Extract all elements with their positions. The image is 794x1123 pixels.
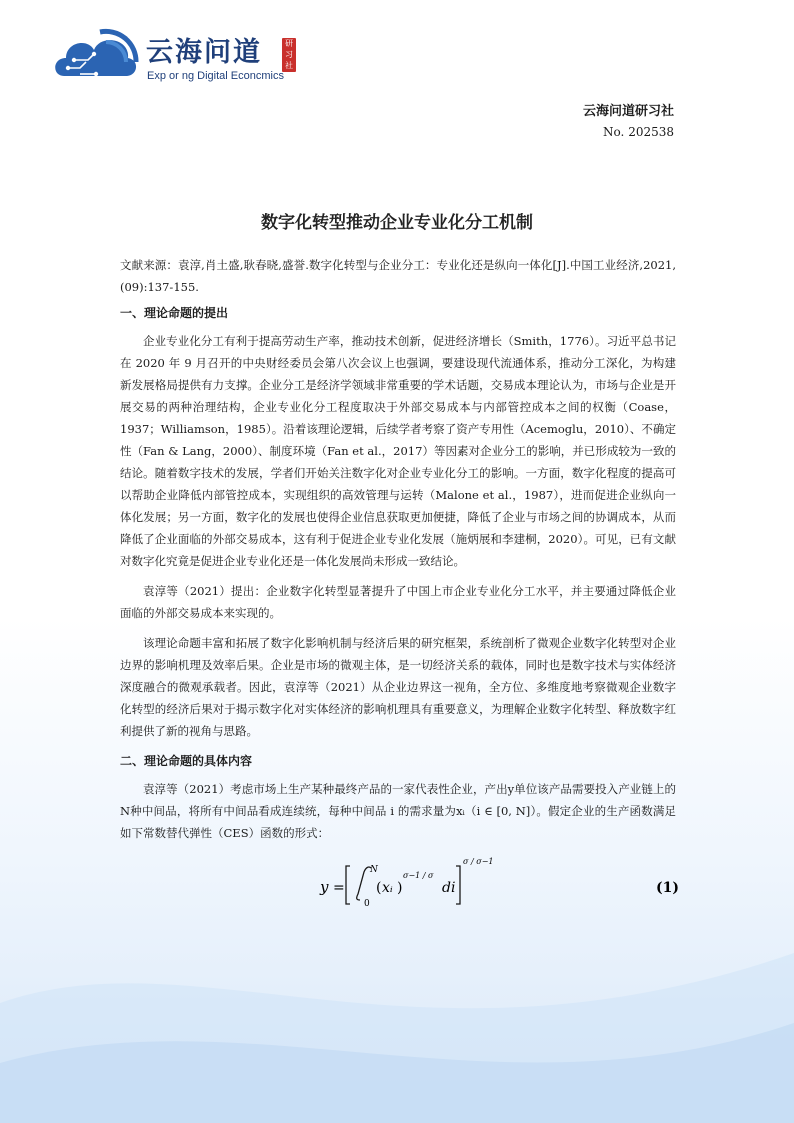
- article-title: 数字化转型推动企业专业化分工机制: [261, 213, 533, 233]
- paragraph: 该理论命题丰富和拓展了数字化影响机制与经济后果的研究框架，系统剖析了微观企业数字化转型对企业边界的影响机理及效率后果。企业是市场的微观主体，是一切经济关系的载体，同时也是数字技术与实体经济深度融合的微观承载者。因此，袁淳等（2021）从企业边界这一视角，全方位、多维度地考察微观企业数字化转型的经济后果对于揭示数字化对实体经济的影响机理具有重要意义，为理解企业数字化转型、释放数字红利提供了新的视角与思路。: [120, 636, 676, 738]
- publication-header: [583, 100, 674, 139]
- svg-text:=: =: [333, 880, 345, 896]
- svg-text:): ): [397, 880, 403, 896]
- logo-title: 云海问道: [146, 37, 262, 68]
- brand-logo: [50, 24, 300, 86]
- eq-differential: di: [442, 880, 456, 896]
- source-citation: 文献来源：袁淳,肖土盛,耿春晓,盛誉.数字化转型与企业分工：专业化还是纵向一体化[J].中国工业经济,2021,(09):137-155.: [120, 258, 676, 294]
- section-heading-2: 二、理论命题的具体内容: [120, 754, 253, 768]
- paragraph: 企业专业化分工有利于提高劳动生产率，推动技术创新，促进经济增长（Smith，1776）。习近平总书记在 2020 年 9 月召开的中央财经委员会第八次会议上也强调，要建设现代流通体系，推动分工深化，为构建新发展格局提供有力支撑。企业分工是经济学领域非常重要的学术话题，交易成本理论认为，市场与企业是开展交易的两种治理结构，企业专业化分工程度取决于外部交易成本与内部管控成本之间的权衡（Coase，1937；Williamson，1985）。沿着该理论逻辑，后续学者考察了资产专用性（Acemoglu，2010）、不确定性（Fan & Lang，2000）、制度环境（Fan et al.，2017）等因素对企业分工的影响，并已形成较为一致的结论。随着数字技术的发展，学者们开始关注数字化对企业专业化分工的影响。一方面，数字化程度的提高可以帮助企业降低内部管控成本，实现组织的高效管理与运转（Malone et al.，1987），进而促进企业纵向一体化发展；另一方面，数字化的发展也使得企业信息获取更加便捷，降低了企业与市场之间的协调成本，从而降低了企业面临的外部交易成本，这有利于促进企业专业化发展（施炳展和李建桐，2020）。可见，已有文献对数字化究竟是促进企业专业化还是一体化发展尚未形成一致结论。: [120, 334, 676, 568]
- svg-text:(: (: [376, 880, 382, 896]
- logo-seal: 研习社: [282, 38, 296, 72]
- eq-outer-exponent: σ / σ−1: [463, 857, 494, 866]
- eq-inner-exponent: σ−1 / σ: [403, 871, 434, 880]
- logo-subtitle: Exp or ng Digital Econcmics: [147, 70, 284, 82]
- issue-number: No. 202538: [603, 125, 674, 139]
- eq-number: (1): [656, 880, 679, 896]
- eq-int-lower: 0: [364, 899, 370, 909]
- equation-1: [120, 854, 679, 914]
- org-name: 云海问道研习社: [582, 104, 674, 119]
- paragraph: 袁淳等（2021）考虑市场上生产某种最终产品的一家代表性企业，产出y单位该产品需要投入产业链上的N种中间品，将所有中间品看成连续统，每种中间品 i 的需求量为xᵢ（i ∈ [0, N]）。假定企业的生产函数满足如下常数替代弹性（CES）函数的形式：: [120, 782, 676, 840]
- eq-lhs: y: [320, 878, 329, 896]
- section-heading-1: 一、理论命题的提出: [120, 306, 229, 320]
- eq-int-upper: N: [370, 865, 378, 875]
- cloud-circuit-icon: [50, 24, 142, 86]
- paragraph: 袁淳等（2021）提出：企业数字化转型显著提升了中国上市企业专业化分工水平，并主要通过降低企业面临的外部交易成本来实现的。: [120, 584, 676, 620]
- eq-base: xᵢ: [382, 880, 393, 896]
- article-body: [120, 254, 679, 914]
